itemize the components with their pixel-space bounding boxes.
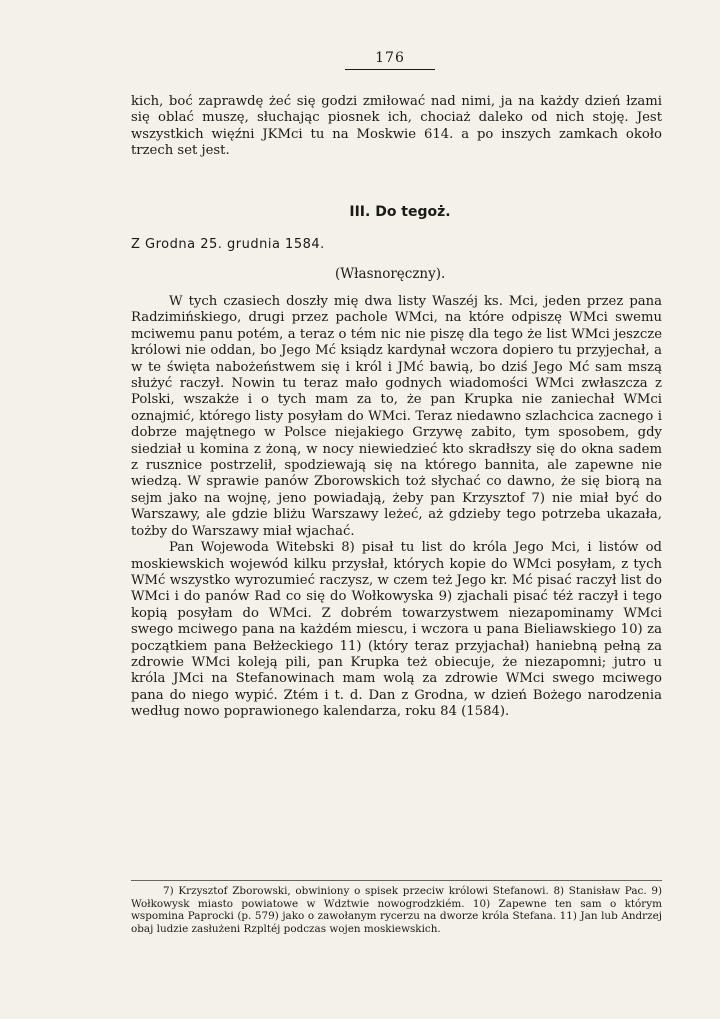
footnotes [131,880,662,935]
dateline: Z Grodna 25. grudnia 1584. [131,237,325,252]
intro-paragraph: kich, boć zaprawdę żeć się godzi zmiłować nad nimi, ja na każdy dzień łzami się oblać muszę, słuchając piosnek ich, chociaż daleko od nich stoję. Jest wszystkich więźni JKMci tu na Moskwie 614. a po inszych zamkach około trzech set jest. [131,94,662,159]
section-heading: III. Do tegoż. [349,204,451,220]
autograph-note: (Własnoręczny). [335,266,446,282]
footnote-text: 7) Krzysztof Zborowski, obwiniony o spisek przeciw królowi Stefanowi. 8) Stanisław Pac. 9) Wołkowysk miasto powiatowe w Wdztwie nowogrodzkiém. 10) Zapewne ten sam o którym wspomina Paprocki (p. 579) jako o zawołanym rycerzu na dworze króla Stefana. 11) Jan lub Andrzej obaj ludzie zasłużeni Rzpltéj podczas wojen moskiewskich. [131,885,662,935]
letter-paragraph-1: W tych czasiech doszły mię dwa listy Waszéj ks. Mci, jeden przez pana Radzimińskiego, drugi przez pachole WMci, na które odpiszę WMci swemu mciwemu panu potém, a teraz o tém nic nie piszę dla tego że list WMci jeszcze królowi nie oddan, bo Jego Mć ksiądz kardynał wczora dopiero tu przyjechał, a w te święta nabożeństwem się i król i JMć bawią, bo dziś Jego Mć sam mszą służyć raczył. Nowin tu teraz mało godnych wiadomości WMci zwłaszcza z Polski, wszakże i o tych mam za to, że pan Krupka nie zaniechał WMci oznajmić, którego listy posyłam do WMci. Teraz niedawno szlachcica zacnego i dobrze majętnego w Polsce niejakiego Grzywę zabito, tym sposobem, gdy siedział u komina z żoną, w nocy niewiedzieć kto skradłszy się do okna sadem z rusznice postrzelił, spodziewają się na którego bannita, ale zapewne nie wiedzą. W sprawie panów Zborowskich toż słychać co dawno, że się biorą na sejm jako na wojnę, jeno powiadają, żeby pan Krzysztof 7) nie miał być do Warszawy, ale gdzie bliżu Warszawy leżeć, aż gdzieby tego potrzeba ukazała, tożby do Warszawy miał wjachać. [131,294,662,539]
intro-block [131,94,662,160]
letter-paragraph-2: Pan Wojewoda Witebski 8) pisał tu list do króla Jego Mci, i listów od moskiewskich wojewód kilku przysłał, których kopie do WMci posyłam, z tych WMć wszystko wyrozumieć raczysz, w czem też Jego kr. Mć pisać raczył list do WMci i do panów Rad co się do Wołkowyska 9) zjachali pisać téż raczył i tego kopią posyłam do WMci. Z dobrém towarzystwem niezapominamy WMci swego mciwego pana na każdém miescu, i wczora u pana Bieliawskiego 10) za początkiem pana Bełżeckiego 11) (który teraz przyjachał) haniebną pełną za zdrowie WMci koleją pili, pan Krupka też obiecuje, że niezapomni; jutro u króla JMci na Stefanowinach mam wolą za zdrowie WMci swego mciwego pana do niego wypić. Ztém i t. d. Dan z Grodna, w dzień Bożego narodzenia według nowo poprawionego kalendarza, roku 84 (1584). [131,540,662,720]
letter-body [131,294,662,721]
page-number: 176 [345,50,435,70]
